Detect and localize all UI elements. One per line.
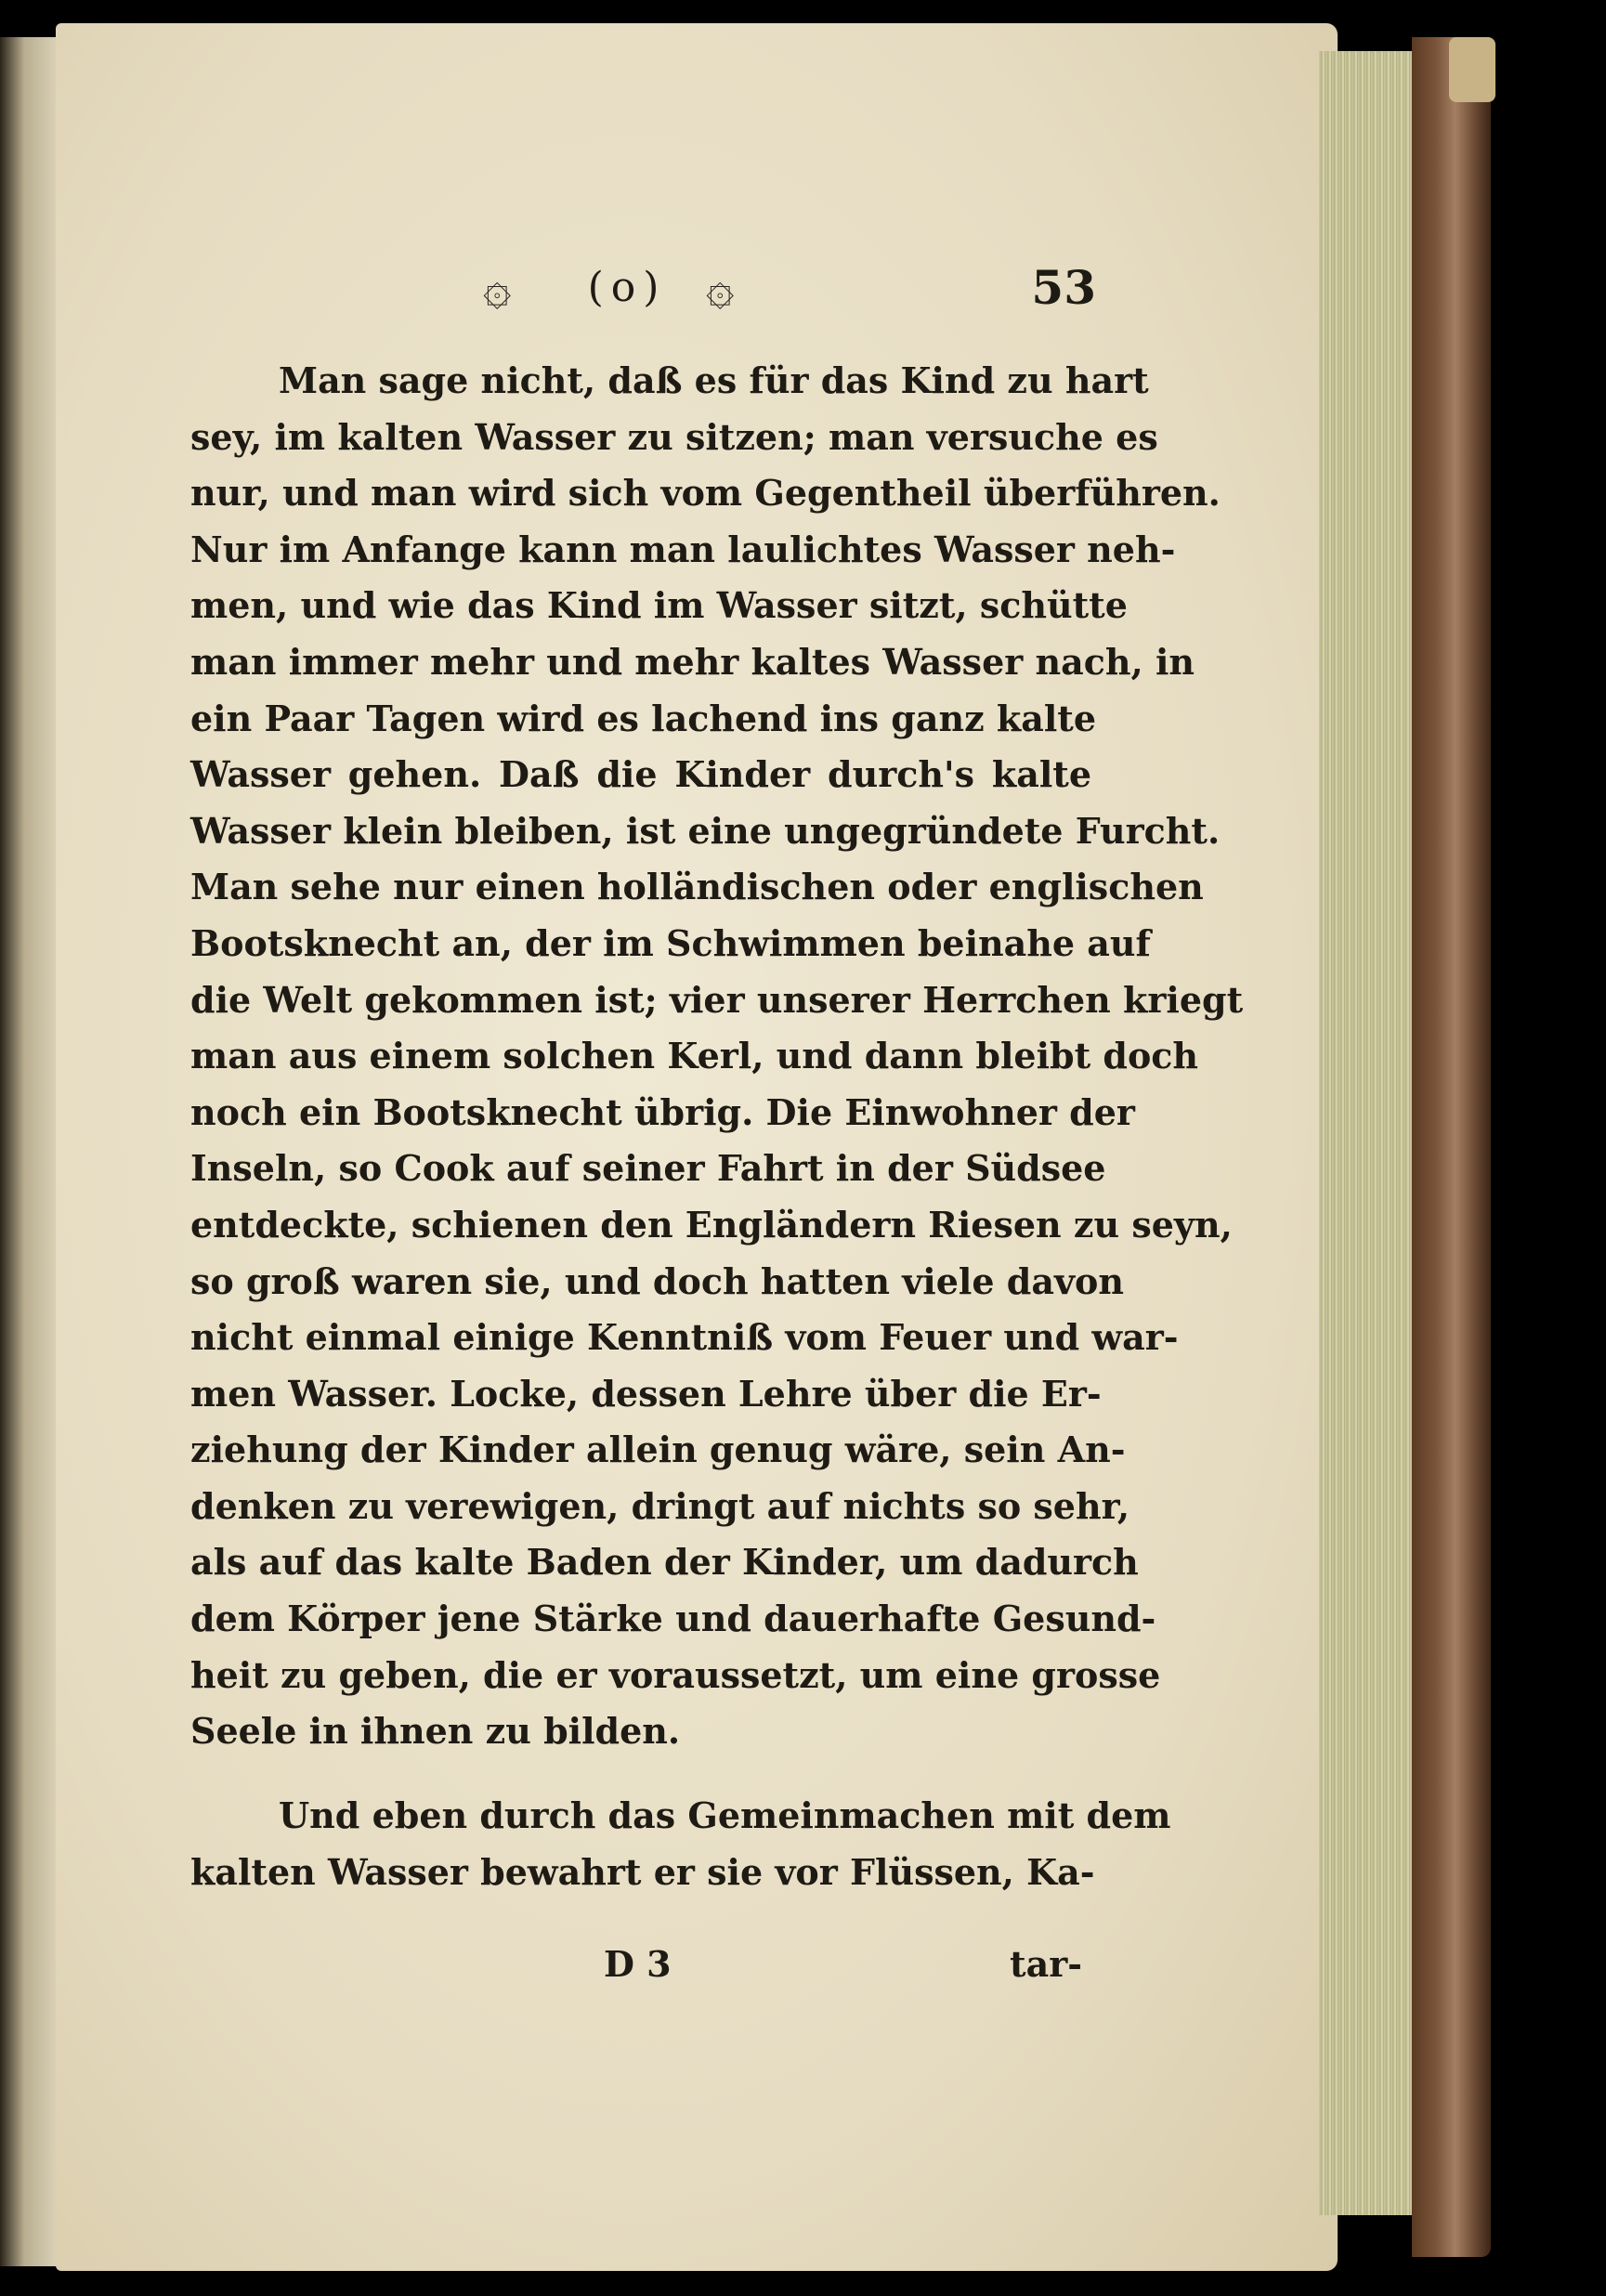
- running-header: [190, 255, 1096, 320]
- text-line: entdeckte, schienen den Engländern Riesen zu seyn,: [190, 1203, 1233, 1246]
- text-line: als auf das kalte Baden der Kinder, um dadurch: [190, 1541, 1139, 1584]
- text-line: die Welt gekommen ist; vier unserer Herrchen kriegt: [190, 978, 1244, 1021]
- text-line: Man sehe nur einen holländischen oder englischen: [190, 866, 1204, 908]
- text-line: nur, und man wird sich vom Gegentheil überführen.: [190, 472, 1221, 515]
- text-line: dem Körper jene Stärke und dauerhafte Gesund-: [190, 1598, 1156, 1640]
- text-line: noch ein Bootsknecht übrig. Die Einwohner der: [190, 1090, 1135, 1133]
- fleuron-ornament-icon: ۞: [483, 260, 512, 316]
- torn-corner: [1449, 37, 1495, 102]
- text-line: man immer mehr und mehr kaltes Wasser nach, in: [190, 640, 1195, 683]
- page-fore-edge: [1319, 51, 1421, 2215]
- text-line: Wasser klein bleiben, ist eine ungegründete Furcht.: [190, 809, 1221, 852]
- text-line: man aus einem solchen Kerl, und dann bleibt doch: [190, 1035, 1199, 1077]
- text-line: heit zu geben, die er voraussetzt, um eine grosse: [190, 1653, 1161, 1696]
- paragraph-1: [190, 353, 1244, 1760]
- paragraph-2: [190, 1788, 1171, 1900]
- page-footer: [190, 1937, 1091, 1992]
- text-line: Man sage nicht, daß es für das Kind zu hart: [279, 359, 1149, 401]
- text-line: ziehung der Kinder allein genug wäre, sein An-: [190, 1428, 1126, 1471]
- book-cover-board: [1412, 37, 1491, 2257]
- text-line: men Wasser. Locke, dessen Lehre über die Er-: [190, 1372, 1102, 1415]
- text-line: Bootsknecht an, der im Schwimmen beinahe auf: [190, 921, 1151, 964]
- text-line: men, und wie das Kind im Wasser sitzt, schütte: [190, 584, 1128, 627]
- fleuron-ornament-icon: ۞: [706, 260, 735, 316]
- text-line: Wasser gehen. Daß die Kinder durch's kalte: [190, 753, 1091, 796]
- text-line: nicht einmal einige Kenntniß vom Feuer und war-: [190, 1316, 1179, 1359]
- text-line: Nur im Anfange kann man laulichtes Wasser neh-: [190, 528, 1176, 570]
- text-block: [190, 195, 1244, 2183]
- text-line: so groß waren sie, und doch hatten viele davon: [190, 1259, 1124, 1302]
- text-line: Seele in ihnen zu bilden.: [190, 1710, 681, 1753]
- text-line: Und eben durch das Gemeinmachen mit dem: [279, 1794, 1171, 1836]
- catchword: tar-: [1010, 1943, 1082, 1985]
- text-line: ein Paar Tagen wird es lachend ins ganz kalte: [190, 697, 1097, 739]
- text-line: sey, im kalten Wasser zu sitzen; man versuche es: [190, 415, 1158, 458]
- signature-mark: D 3: [604, 1943, 672, 1985]
- text-line: denken zu verewigen, dringt auf nichts so sehr,: [190, 1484, 1130, 1527]
- text-line: Inseln, so Cook auf seiner Fahrt in der Südsee: [190, 1147, 1106, 1190]
- page-number: 53: [1031, 260, 1096, 315]
- text-line: kalten Wasser bewahrt er sie vor Flüssen, Ka-: [190, 1850, 1095, 1893]
- running-head: (o): [587, 264, 667, 311]
